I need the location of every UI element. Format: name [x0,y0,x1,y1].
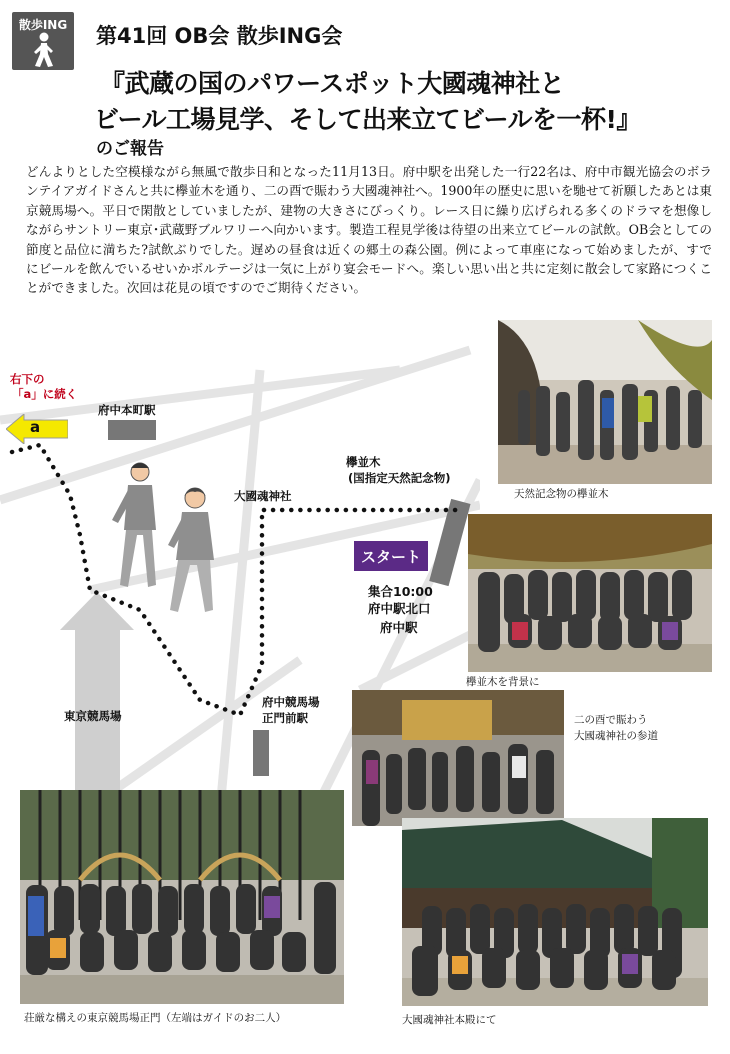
label-seimon-2: 正門前駅 [262,711,308,725]
title-line-1: 『武蔵の国のパワースポット大國魂神社と [100,69,565,98]
label-fuchu-honmachi: 府中本町駅 [98,403,156,417]
racecourse-arrow [60,592,134,630]
title-line-2: ビール工場見学、そして出来立てビールを一杯!』 [94,105,641,134]
label-keyaki-sub: (国指定天然記念物) [348,471,451,485]
caption-photo-4: 荘厳な構えの東京競馬場正門（左端はガイドのお二人） [24,1012,287,1024]
walker-man [112,463,156,587]
label-meet-time: 集合10:00 [368,584,433,599]
caption-photo-3b: 大國魂神社の参道 [574,730,658,742]
photo-racecourse-gate [20,790,344,1004]
walker-woman [168,488,214,612]
event-heading: 第41回 OB会 散歩ING会 [96,24,343,48]
label-seimon-1: 府中競馬場 [262,695,320,709]
report-body: どんよりとした空模様ながら無風で散歩日和となった11月13日。府中駅を出発した一行22名は、府中市観光協会のボランテイアガイドさんと共に欅並木を通り、二の酉で賑わう大國魂神社へ。1900年の歴史に思いを馳せて祈願したあとは東京競馬場へ。平日で閑散としていましたが、建物の大きさにびっくり。レース日に繰り広げられる多くのドラマを想像しながらサントリー東京･武蔵野ブルワリーへ向かいます。製造工程見学後は待望の出来立てビールの試飲。OB会としての節度と品位に満ちた?試飲ぶりでした。遅めの昼食は近くの郷土の森公園。例によって車座になって始めましたが、すでにビールを飲んでいるせいかボルテージは一気に上がり宴会モードへ。楽しい思い出と共に定刻に散会して家路につくことができました。次回は花見の頃ですのでご期待ください。 [26,164,712,296]
caption-photo-5: 大國魂神社本殿にて [402,1014,497,1026]
label-meet-place: 府中駅北口 [368,601,431,616]
label-keyaki: 欅並木 [346,455,381,469]
photo-shrine-main-hall [402,818,708,1006]
seimon-station-platform [253,730,269,776]
caption-photo-3a: 二の酉で賑わう [574,714,648,726]
walkers-illustration [112,463,214,612]
photo-group-keyaki [468,514,712,672]
section-tag-label: 散歩ING [18,18,68,32]
photo-shrine-approach [352,690,564,826]
caption-photo-2: 欅並木を背景に [466,676,540,688]
racecourse-road [75,620,120,790]
photo-keyaki-avenue [498,320,712,484]
start-badge: スタート [354,541,428,571]
caption-photo-1: 天然記念物の欅並木 [514,488,609,500]
label-okunitama: 大國魂神社 [234,489,292,503]
section-tag [12,12,74,70]
label-racecourse: 東京競馬場 [64,709,122,723]
label-fuchu-station: 府中駅 [380,620,418,635]
walking-person-icon [30,32,56,68]
report-subtitle: のご報告 [96,139,164,159]
continue-note-2: 「a」に続く [12,387,78,401]
continue-arrow-letter: a [30,418,41,436]
continue-note-1: 右下の [10,372,45,386]
fuchu-honmachi-platform [108,420,156,440]
